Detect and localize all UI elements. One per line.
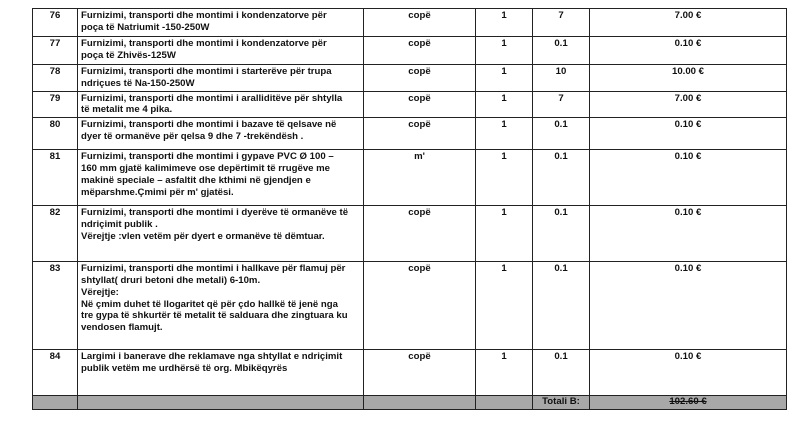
item-total: 0.10 €	[590, 350, 787, 396]
item-unit: copë	[364, 65, 476, 92]
item-unit: copë	[364, 37, 476, 65]
price-table	[32, 8, 787, 410]
item-total: 7.00 €	[590, 91, 787, 118]
total-label: Totali B:	[533, 396, 590, 410]
table-row	[33, 37, 787, 65]
description-line: Në çmim duhet të llogaritet që për çdo hallkë të jenë nga	[81, 298, 338, 310]
description-line: vendosen flamujt.	[81, 322, 163, 334]
item-unit: copë	[364, 9, 476, 37]
description-line: dyer të ormanëve për qelsa 9 dhe 7 -trekëndësh .	[81, 130, 304, 142]
description-line: ndriçues të Na-150-250W	[81, 77, 195, 89]
item-unit-price: 0.1	[533, 118, 590, 150]
table-row	[33, 65, 787, 92]
item-unit-price: 0.1	[533, 262, 590, 350]
description-line: tre gypa të shkurtër të metalit të salduara dhe zingtuara ku	[81, 310, 348, 322]
description-line: Furnizimi, transporti dhe montimi i kondenzatorve për	[81, 38, 327, 49]
description-line: Largimi i banerave dhe reklamave nga shtyllat e ndriçimit	[81, 351, 343, 363]
item-description	[78, 350, 364, 396]
description-line: Vërejtje :vlen vetëm për dyert e ormanëve të dëmtuar.	[81, 230, 325, 242]
table-row	[33, 150, 787, 206]
description-line: të metalit me 4 pika.	[81, 104, 173, 116]
description-line: Furnizimi, transporti dhe montimi i bazave të qelsave në	[81, 119, 337, 131]
description-line: 160 mm gjatë kalimimeve ose depërtimit të rrugëve me	[81, 162, 331, 174]
item-quantity: 1	[476, 65, 533, 92]
description-line: poça të Zhivës-125W	[81, 49, 176, 61]
item-quantity: 1	[476, 262, 533, 350]
table-row	[33, 350, 787, 396]
description-line: Furnizimi, transporti dhe montimi i gypave PVC Ø 100 –	[81, 151, 334, 163]
item-total: 10.00 €	[590, 65, 787, 92]
item-description	[78, 150, 364, 206]
total-filler	[364, 396, 476, 410]
table-row	[33, 91, 787, 118]
item-unit: copë	[364, 262, 476, 350]
item-quantity: 1	[476, 206, 533, 262]
item-description	[78, 37, 364, 65]
description-line: poça të Natriumit -150-250W	[81, 21, 210, 33]
item-description	[78, 9, 364, 37]
item-total: 7.00 €	[590, 9, 787, 37]
item-number: 78	[33, 65, 78, 92]
item-description	[78, 65, 364, 92]
description-line: mëparshme.Çmimi për m' gjatësi.	[81, 186, 234, 198]
total-filler	[33, 396, 78, 410]
table-row	[33, 206, 787, 262]
total-filler	[476, 396, 533, 410]
description-line: Furnizimi, transporti dhe montimi i kondenzatorve për	[81, 10, 327, 21]
total-filler	[78, 396, 364, 410]
table-row	[33, 262, 787, 350]
item-total: 0.10 €	[590, 118, 787, 150]
item-description	[78, 91, 364, 118]
item-number: 84	[33, 350, 78, 396]
total-row	[33, 396, 787, 410]
item-number: 82	[33, 206, 78, 262]
item-unit: copë	[364, 206, 476, 262]
table-row	[33, 118, 787, 150]
table-body	[33, 9, 787, 396]
item-total: 0.10 €	[590, 37, 787, 65]
item-description	[78, 206, 364, 262]
item-number: 77	[33, 37, 78, 65]
item-unit-price: 0.1	[533, 206, 590, 262]
item-unit: copë	[364, 118, 476, 150]
item-quantity: 1	[476, 118, 533, 150]
item-unit-price: 0.1	[533, 350, 590, 396]
item-unit-price: 0.1	[533, 150, 590, 206]
item-unit-price: 7	[533, 9, 590, 37]
item-total: 0.10 €	[590, 150, 787, 206]
item-quantity: 1	[476, 9, 533, 37]
item-number: 79	[33, 91, 78, 118]
item-description	[78, 118, 364, 150]
description-line: Vërejtje:	[81, 286, 119, 298]
item-number: 76	[33, 9, 78, 37]
item-unit-price: 7	[533, 91, 590, 118]
description-line: ndriçimit publik .	[81, 218, 158, 230]
description-line: publik vetëm me urdhërsë të org. Mbikëqyrës	[81, 362, 288, 374]
item-quantity: 1	[476, 37, 533, 65]
item-unit-price: 10	[533, 65, 590, 92]
description-line: Furnizimi, transporti dhe montimi i starterëve për trupa	[81, 66, 332, 77]
table-row	[33, 9, 787, 37]
item-unit-price: 0.1	[533, 37, 590, 65]
item-quantity: 1	[476, 91, 533, 118]
item-unit: copë	[364, 91, 476, 118]
item-total: 0.10 €	[590, 262, 787, 350]
item-quantity: 1	[476, 350, 533, 396]
total-value: 102.60 €	[590, 396, 787, 410]
description-line: makinë speciale – asfaltit dhe kthimi në gjendjen e	[81, 174, 311, 186]
item-number: 80	[33, 118, 78, 150]
item-description	[78, 262, 364, 350]
item-number: 81	[33, 150, 78, 206]
description-line: Furnizimi, transporti dhe montimi i hallkave për flamuj për	[81, 263, 346, 275]
description-line: Furnizimi, transporti dhe montimi i dyerëve të ormanëve të	[81, 207, 349, 219]
item-total: 0.10 €	[590, 206, 787, 262]
item-quantity: 1	[476, 150, 533, 206]
item-unit: m'	[364, 150, 476, 206]
item-number: 83	[33, 262, 78, 350]
item-unit: copë	[364, 350, 476, 396]
description-line: shtyllat( druri betoni dhe metali) 6-10m.	[81, 274, 261, 286]
description-line: Furnizimi, transporti dhe montimi i aralliditëve për shtylla	[81, 92, 343, 104]
